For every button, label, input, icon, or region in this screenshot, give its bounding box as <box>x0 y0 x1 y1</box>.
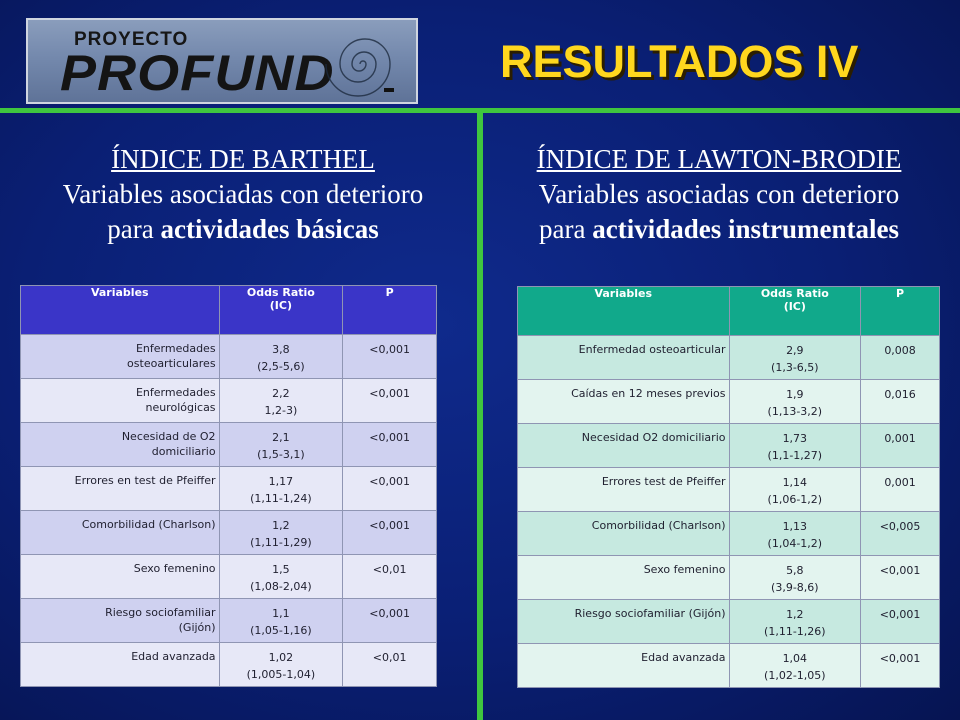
p-value-cell: 0,001 <box>861 424 940 468</box>
table-row <box>21 335 437 379</box>
variable-line1: Edad avanzada <box>641 651 726 664</box>
p-value-cell: 0,008 <box>861 336 940 380</box>
odds-ratio-interval: (1,3-6,5) <box>771 361 819 374</box>
odds-ratio-interval: (1,11-1,29) <box>250 536 312 549</box>
table-row <box>21 423 437 467</box>
odds-ratio-cell <box>729 600 861 644</box>
p-value-cell: <0,001 <box>343 599 437 643</box>
odds-ratio-cell <box>729 424 861 468</box>
header-or-ic: (IC) <box>269 299 292 312</box>
variable-cell <box>21 467 220 511</box>
variable-cell <box>518 468 730 512</box>
odds-ratio-interval: (1,5-3,1) <box>257 448 305 461</box>
odds-ratio-cell <box>219 467 343 511</box>
vertical-divider <box>477 108 483 720</box>
variable-cell <box>21 511 220 555</box>
p-value-cell: 0,016 <box>861 380 940 424</box>
odds-ratio-cell <box>219 599 343 643</box>
odds-ratio-value: 1,13 <box>782 520 808 533</box>
variable-cell <box>21 643 220 687</box>
variable-line1: Sexo femenino <box>133 562 216 575</box>
variable-cell <box>518 600 730 644</box>
variable-line1: Errores test de Pfeiffer <box>601 475 726 488</box>
variable-line1: Comorbilidad (Charlson) <box>591 519 726 532</box>
table-row <box>518 468 940 512</box>
odds-ratio-interval: (1,11-1,26) <box>764 625 826 638</box>
table-row <box>518 424 940 468</box>
logo-line2: PROFUND <box>60 45 335 101</box>
variable-line2: osteoarticulares <box>127 357 216 370</box>
variable-cell <box>518 512 730 556</box>
spiral-icon <box>318 26 408 102</box>
odds-ratio-value: 2,1 <box>272 431 290 444</box>
variable-cell <box>518 556 730 600</box>
variable-cell <box>21 379 220 423</box>
variable-line2: (Gijón) <box>178 621 216 634</box>
header-or-label: Odds Ratio <box>760 287 829 300</box>
header-p: P <box>343 286 437 335</box>
odds-ratio-interval: (1,04-1,2) <box>767 537 823 550</box>
barthel-subtitle: Variables asociadas con deterioro <box>62 179 424 209</box>
odds-ratio-value: 3,8 <box>272 343 290 356</box>
table-row <box>518 512 940 556</box>
variable-line1: Sexo femenino <box>643 563 726 576</box>
odds-ratio-cell <box>219 643 343 687</box>
barthel-table <box>20 285 437 687</box>
variable-cell <box>21 423 220 467</box>
table-row <box>21 643 437 687</box>
variable-line1: Riesgo sociofamiliar (Gijón) <box>574 607 726 620</box>
p-value-cell: <0,001 <box>343 335 437 379</box>
lawton-subtitle: Variables asociadas con deterioro <box>538 179 900 209</box>
barthel-subtitle-line3 <box>10 212 476 247</box>
odds-ratio-value: 1,1 <box>272 607 290 620</box>
table-row <box>21 555 437 599</box>
table-header-row <box>518 287 940 336</box>
odds-ratio-cell <box>729 644 861 688</box>
odds-ratio-cell <box>219 555 343 599</box>
variable-line1: Errores en test de Pfeiffer <box>74 474 216 487</box>
p-value-cell: 0,001 <box>861 468 940 512</box>
p-value-cell: <0,001 <box>343 511 437 555</box>
odds-ratio-value: 5,8 <box>786 564 804 577</box>
odds-ratio-cell <box>219 335 343 379</box>
odds-ratio-cell <box>729 468 861 512</box>
odds-ratio-interval: 1,2-3) <box>264 404 298 417</box>
odds-ratio-interval: (1,06-1,2) <box>767 493 823 506</box>
variable-line1: Enfermedades <box>135 342 216 355</box>
variable-cell <box>518 424 730 468</box>
odds-ratio-value: 1,14 <box>782 476 808 489</box>
table-row <box>518 556 940 600</box>
p-value-cell: <0,01 <box>343 643 437 687</box>
logo-line1: PROYECTO <box>74 29 189 50</box>
p-value-cell: <0,001 <box>861 600 940 644</box>
header-p: P <box>861 287 940 336</box>
odds-ratio-cell <box>729 512 861 556</box>
variable-cell <box>21 335 220 379</box>
barthel-heading-block <box>10 142 476 247</box>
page-title: RESULTADOS IV <box>500 36 859 87</box>
odds-ratio-cell <box>729 556 861 600</box>
table-row <box>518 600 940 644</box>
variable-cell <box>518 644 730 688</box>
odds-ratio-interval: (1,11-1,24) <box>250 492 312 505</box>
lawton-heading-block <box>484 142 954 247</box>
variable-line2: neurológicas <box>145 401 216 414</box>
variable-line1: Edad avanzada <box>131 650 216 663</box>
lawton-table <box>517 286 940 688</box>
odds-ratio-interval: (1,05-1,16) <box>250 624 312 637</box>
lawton-subtitle-line3 <box>484 212 954 247</box>
variable-cell <box>518 380 730 424</box>
variable-line1: Necesidad de O2 <box>121 430 216 443</box>
odds-ratio-interval: (2,5-5,6) <box>257 360 305 373</box>
variable-line1: Comorbilidad (Charlson) <box>81 518 216 531</box>
odds-ratio-value: 1,9 <box>786 388 804 401</box>
variable-line1: Enfermedad osteoarticular <box>578 343 726 356</box>
variable-cell <box>21 599 220 643</box>
proyecto-profund-logo <box>26 18 418 104</box>
odds-ratio-value: 2,9 <box>786 344 804 357</box>
odds-ratio-value: 1,17 <box>268 475 294 488</box>
table-row <box>21 379 437 423</box>
odds-ratio-interval: (3,9-8,6) <box>771 581 819 594</box>
odds-ratio-interval: (1,02-1,05) <box>764 669 826 682</box>
table-row <box>21 467 437 511</box>
header-variables: Variables <box>518 287 730 336</box>
odds-ratio-value: 1,2 <box>786 608 804 621</box>
p-value-cell: <0,01 <box>343 555 437 599</box>
table-row <box>518 336 940 380</box>
table-row <box>518 644 940 688</box>
odds-ratio-value: 2,2 <box>272 387 290 400</box>
odds-ratio-interval: (1,1-1,27) <box>767 449 823 462</box>
odds-ratio-value: 1,2 <box>272 519 290 532</box>
odds-ratio-cell <box>219 511 343 555</box>
p-value-cell: <0,001 <box>343 379 437 423</box>
odds-ratio-cell <box>729 336 861 380</box>
odds-ratio-cell <box>219 379 343 423</box>
header-variables: Variables <box>21 286 220 335</box>
variable-line1: Enfermedades <box>135 386 216 399</box>
lawton-heading: ÍNDICE DE LAWTON-BRODIE <box>536 144 902 174</box>
odds-ratio-cell <box>219 423 343 467</box>
odds-ratio-value: 1,5 <box>272 563 290 576</box>
header-or-label: Odds Ratio <box>246 286 315 299</box>
header-or-ic: (IC) <box>783 300 806 313</box>
variable-line2: domiciliario <box>151 445 216 458</box>
variable-cell <box>21 555 220 599</box>
variable-line1: Riesgo sociofamiliar <box>105 606 216 619</box>
barthel-subtitle-prefix: para <box>107 214 161 244</box>
variable-line1: Caídas en 12 meses previos <box>571 387 726 400</box>
header-odds-ratio <box>219 286 343 335</box>
variable-line1: Necesidad O2 domiciliario <box>581 431 726 444</box>
p-value-cell: <0,001 <box>343 423 437 467</box>
odds-ratio-interval: (1,005-1,04) <box>246 668 316 681</box>
p-value-cell: <0,001 <box>343 467 437 511</box>
odds-ratio-value: 1,73 <box>782 432 808 445</box>
variable-cell <box>518 336 730 380</box>
barthel-heading: ÍNDICE DE BARTHEL <box>111 144 375 174</box>
header-odds-ratio <box>729 287 861 336</box>
table-row <box>518 380 940 424</box>
odds-ratio-value: 1,04 <box>782 652 808 665</box>
p-value-cell: <0,001 <box>861 644 940 688</box>
barthel-subtitle-bold: actividades básicas <box>160 214 379 244</box>
lawton-subtitle-prefix: para <box>539 214 593 244</box>
table-row <box>21 599 437 643</box>
table-header-row <box>21 286 437 335</box>
table-row <box>21 511 437 555</box>
lawton-subtitle-bold: actividades instrumentales <box>592 214 899 244</box>
p-value-cell: <0,001 <box>861 556 940 600</box>
p-value-cell: <0,005 <box>861 512 940 556</box>
odds-ratio-interval: (1,08-2,04) <box>250 580 312 593</box>
odds-ratio-interval: (1,13-3,2) <box>767 405 823 418</box>
odds-ratio-value: 1,02 <box>268 651 294 664</box>
odds-ratio-cell <box>729 380 861 424</box>
